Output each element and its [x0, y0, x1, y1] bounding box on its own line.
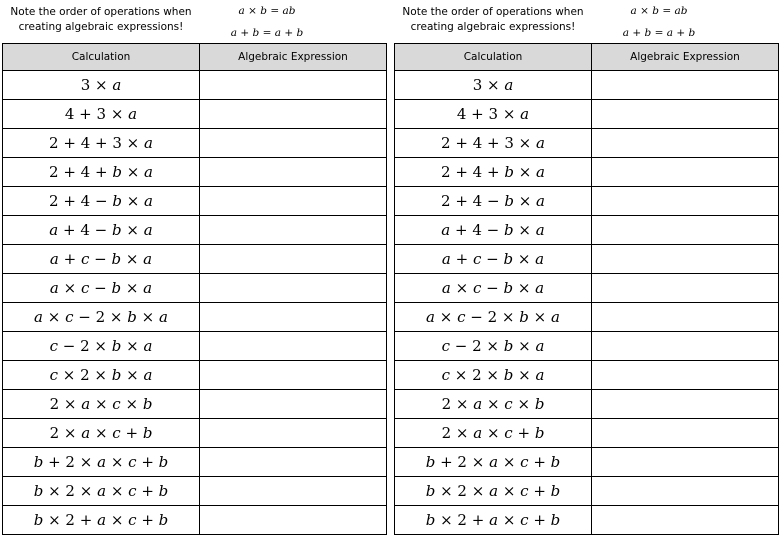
calculation-cell: a + c − b × a	[3, 245, 200, 274]
calculation-cell: c − 2 × b × a	[395, 332, 592, 361]
calculation-cell: 2 × a × c × b	[3, 390, 200, 419]
expression-header: Algebraic Expression	[592, 44, 779, 71]
order-of-operations-note	[2, 5, 200, 35]
calculation-cell: a × c − b × a	[3, 274, 200, 303]
table-row	[395, 216, 779, 245]
expression-answer-cell[interactable]	[592, 274, 779, 303]
table-row	[3, 129, 387, 158]
rule-multiplication: a × b = ab	[238, 5, 296, 17]
expression-answer-cell[interactable]	[592, 332, 779, 361]
calculation-cell: a × c − 2 × b × a	[395, 303, 592, 332]
calculation-cell: 2 × a × c + b	[3, 419, 200, 448]
expression-answer-cell[interactable]	[200, 129, 387, 158]
table-row	[3, 158, 387, 187]
calculation-cell: 2 + 4 + b × a	[395, 158, 592, 187]
table-row	[395, 303, 779, 332]
worksheet-panel-left	[2, 0, 386, 540]
table-row	[3, 390, 387, 419]
rule-addition: a + b = a + b	[230, 27, 304, 39]
calculation-cell: 4 + 3 × a	[395, 100, 592, 129]
calculation-cell: 2 + 4 + b × a	[3, 158, 200, 187]
expression-answer-cell[interactable]	[592, 390, 779, 419]
calculation-cell: 2 + 4 + 3 × a	[395, 129, 592, 158]
table-row	[395, 71, 779, 100]
table-row	[395, 419, 779, 448]
expression-answer-cell[interactable]	[592, 361, 779, 390]
table-row	[3, 274, 387, 303]
table-row	[395, 506, 779, 535]
expression-table	[394, 43, 779, 535]
table-row	[395, 245, 779, 274]
expression-answer-cell[interactable]	[200, 361, 387, 390]
note-line-2: creating algebraic expressions!	[18, 21, 184, 33]
table-row	[395, 390, 779, 419]
table-row	[3, 332, 387, 361]
expression-answer-cell[interactable]	[592, 448, 779, 477]
table-row	[395, 100, 779, 129]
calculation-cell: 2 + 4 − b × a	[3, 187, 200, 216]
table-header-row	[395, 44, 779, 71]
table-row	[3, 187, 387, 216]
calculation-cell: b × 2 × a × c + b	[3, 477, 200, 506]
calculation-cell: c − 2 × b × a	[3, 332, 200, 361]
calculation-cell: 2 × a × c + b	[395, 419, 592, 448]
table-row	[3, 216, 387, 245]
rule-multiplication: a × b = ab	[630, 5, 688, 17]
expression-answer-cell[interactable]	[592, 158, 779, 187]
calculation-cell: 4 + 3 × a	[3, 100, 200, 129]
table-row	[3, 477, 387, 506]
table-row	[395, 129, 779, 158]
table-row	[3, 419, 387, 448]
calculation-cell: b × 2 + a × c + b	[395, 506, 592, 535]
calculation-cell: b × 2 × a × c + b	[395, 477, 592, 506]
expression-answer-cell[interactable]	[200, 100, 387, 129]
calculation-cell: 2 + 4 − b × a	[395, 187, 592, 216]
worksheet-panel-right	[394, 0, 778, 540]
table-row	[3, 245, 387, 274]
table-row	[3, 448, 387, 477]
calculation-cell: c × 2 × b × a	[395, 361, 592, 390]
expression-header: Algebraic Expression	[200, 44, 387, 71]
calculation-cell: a × c − 2 × b × a	[3, 303, 200, 332]
note-line-1: Note the order of operations when	[402, 6, 584, 18]
calculation-cell: b × 2 + a × c + b	[3, 506, 200, 535]
expression-answer-cell[interactable]	[200, 419, 387, 448]
notation-rules	[604, 2, 714, 46]
calculation-cell: a + c − b × a	[395, 245, 592, 274]
expression-answer-cell[interactable]	[592, 129, 779, 158]
expression-answer-cell[interactable]	[592, 187, 779, 216]
expression-answer-cell[interactable]	[592, 419, 779, 448]
calculation-cell: a × c − b × a	[395, 274, 592, 303]
expression-answer-cell[interactable]	[200, 477, 387, 506]
calculation-cell: b + 2 × a × c + b	[395, 448, 592, 477]
expression-answer-cell[interactable]	[200, 303, 387, 332]
table-header-row	[3, 44, 387, 71]
calculation-cell: a + 4 − b × a	[3, 216, 200, 245]
table-row	[395, 274, 779, 303]
table-row	[395, 448, 779, 477]
expression-table	[2, 43, 387, 535]
note-line-1: Note the order of operations when	[10, 6, 192, 18]
note-line-2: creating algebraic expressions!	[410, 21, 576, 33]
calculation-cell: 2 + 4 + 3 × a	[3, 129, 200, 158]
table-body	[395, 71, 779, 535]
expression-answer-cell[interactable]	[592, 245, 779, 274]
calculation-cell: a + 4 − b × a	[395, 216, 592, 245]
table-row	[3, 100, 387, 129]
expression-answer-cell[interactable]	[200, 448, 387, 477]
table-row	[3, 303, 387, 332]
expression-answer-cell[interactable]	[592, 71, 779, 100]
expression-answer-cell[interactable]	[592, 216, 779, 245]
calculation-cell: c × 2 × b × a	[3, 361, 200, 390]
expression-answer-cell[interactable]	[592, 506, 779, 535]
expression-answer-cell[interactable]	[200, 390, 387, 419]
expression-answer-cell[interactable]	[200, 187, 387, 216]
expression-answer-cell[interactable]	[200, 274, 387, 303]
calculation-header: Calculation	[3, 44, 200, 71]
expression-answer-cell[interactable]	[200, 332, 387, 361]
notation-rules	[212, 2, 322, 46]
calculation-cell: b + 2 × a × c + b	[3, 448, 200, 477]
rule-addition: a + b = a + b	[622, 27, 696, 39]
expression-answer-cell[interactable]	[592, 303, 779, 332]
expression-answer-cell[interactable]	[200, 158, 387, 187]
table-row	[395, 361, 779, 390]
table-row	[395, 158, 779, 187]
table-row	[3, 71, 387, 100]
expression-answer-cell[interactable]	[200, 71, 387, 100]
expression-answer-cell[interactable]	[592, 100, 779, 129]
calculation-cell: 3 × a	[395, 71, 592, 100]
calculation-cell: 3 × a	[3, 71, 200, 100]
expression-answer-cell[interactable]	[592, 477, 779, 506]
table-body	[3, 71, 387, 535]
expression-answer-cell[interactable]	[200, 506, 387, 535]
table-row	[395, 332, 779, 361]
table-row	[3, 506, 387, 535]
calculation-header: Calculation	[395, 44, 592, 71]
table-row	[395, 187, 779, 216]
order-of-operations-note	[394, 5, 592, 35]
table-row	[395, 477, 779, 506]
table-row	[3, 361, 387, 390]
expression-answer-cell[interactable]	[200, 245, 387, 274]
calculation-cell: 2 × a × c × b	[395, 390, 592, 419]
expression-answer-cell[interactable]	[200, 216, 387, 245]
